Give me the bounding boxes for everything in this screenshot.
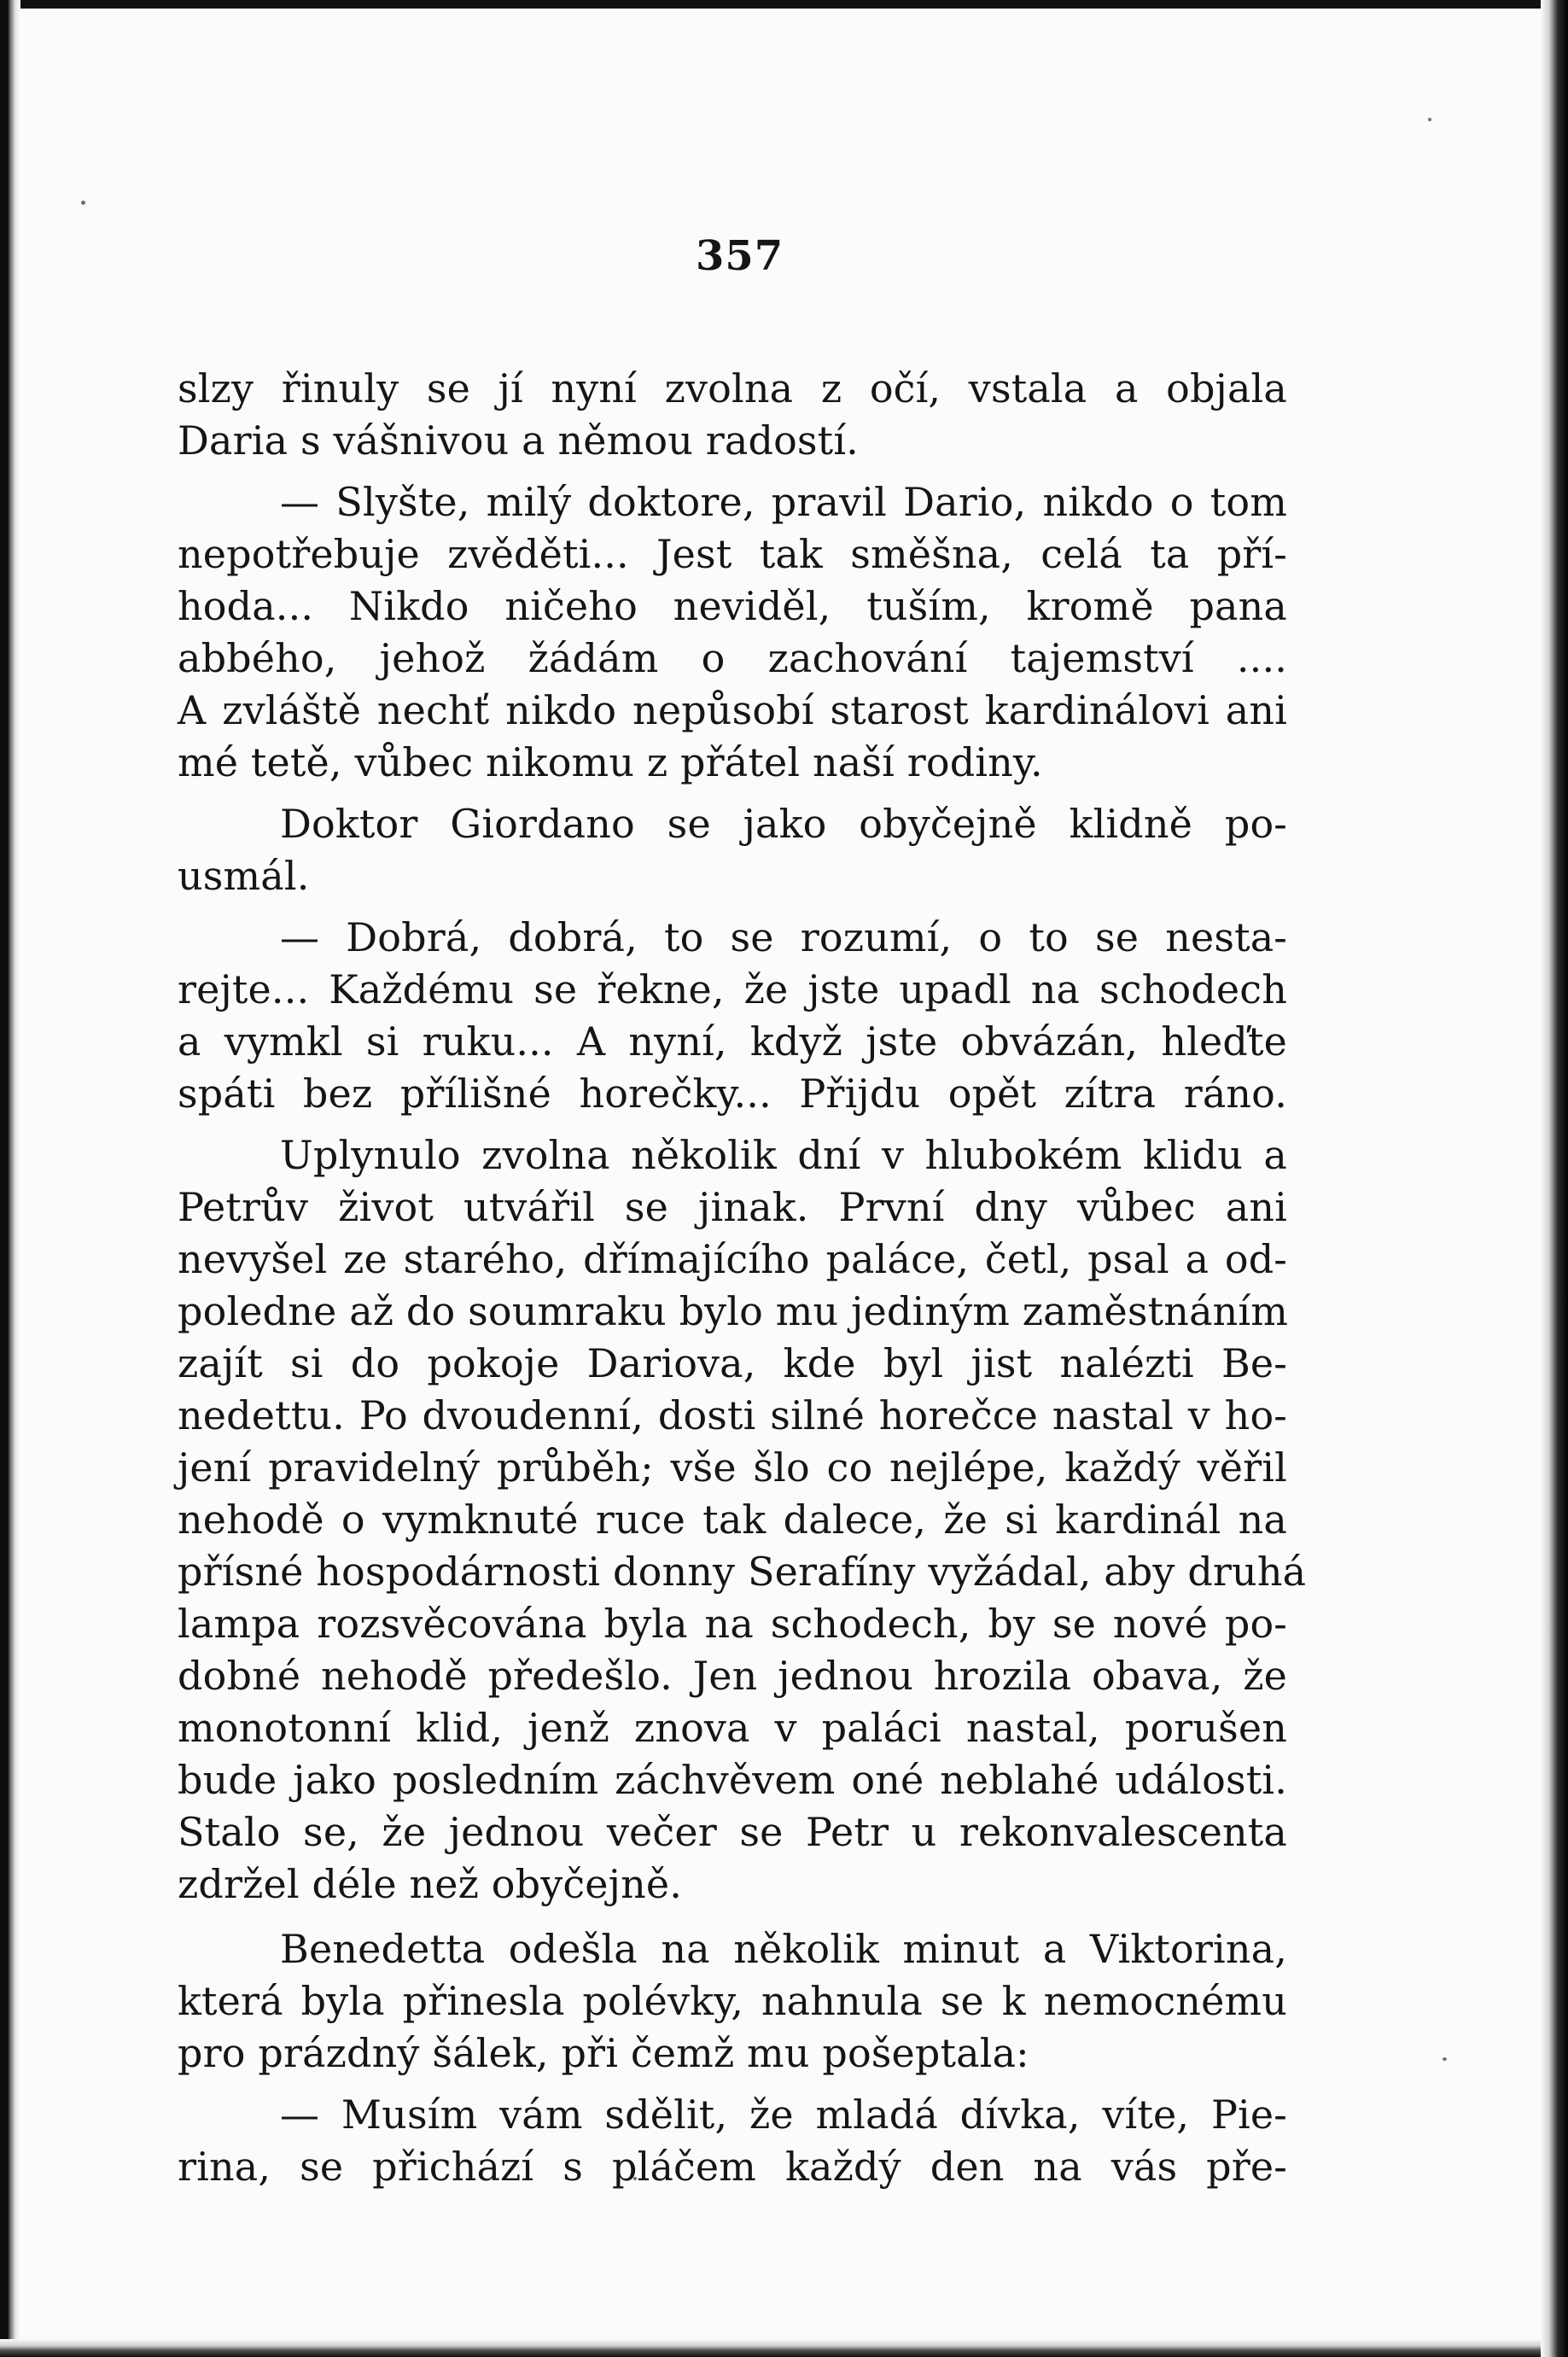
- text-line: dobné nehodě předešlo. Jen jednou hrozila obava, že: [178, 1653, 1287, 1699]
- book-text: [178, 363, 1307, 2326]
- text-line: zajít si do pokoje Dariova, kde byl jist nalézti Be-: [178, 1340, 1287, 1386]
- text-line: spáti bez přílišné horečky... Přijdu opět zítra ráno.: [178, 1071, 1287, 1117]
- paper-speck: [1428, 118, 1431, 121]
- text-line: Doktor Giordano se jako obyčejně klidně po-: [280, 801, 1287, 847]
- text-line: rejte... Každému se řekne, že jste upadl na schodech: [178, 966, 1287, 1012]
- text-line: lampa rozsvěcována byla na schodech, by se nové po-: [178, 1601, 1287, 1647]
- text-line: nevyšel ze starého, dřímajícího paláce, četl, psal a od-: [178, 1236, 1287, 1282]
- text-line: — Dobrá, dobrá, to se rozumí, o to se nesta-: [280, 914, 1287, 960]
- text-line: nehodě o vymknuté ruce tak dalece, že si kardinál na: [178, 1496, 1287, 1543]
- left-scan-border: [0, 0, 20, 2357]
- text-line: a vymkl si ruku... A nyní, když jste obvázán, hleďte: [178, 1018, 1287, 1065]
- text-line: hoda... Nikdo ničeho neviděl, tuším, kromě pana: [178, 583, 1287, 629]
- text-line: rina, se přichází s pláčem každý den na vás pře-: [178, 2144, 1287, 2190]
- text-line: poledne až do soumraku bylo mu jediným zaměstnáním: [178, 1288, 1289, 1334]
- text-line: zdržel déle než obyčejně.: [178, 1861, 682, 1907]
- text-line: A zvláště nechť nikdo nepůsobí starost kardinálovi ani: [178, 687, 1287, 733]
- text-line: která byla přinesla polévky, nahnula se k nemocnému: [178, 1978, 1287, 2024]
- text-line: jení pravidelný průběh; vše šlo co nejlépe, každý věřil: [178, 1444, 1287, 1491]
- text-line: nedettu. Po dvoudenní, dosti silné horečce nastal v ho-: [178, 1392, 1287, 1438]
- text-line: Daria s vášnivou a němou radostí.: [178, 417, 859, 464]
- text-line: přísné hospodárnosti donny Serafíny vyžádal, aby druhá: [178, 1549, 1307, 1595]
- text-line: abbého, jehož žádám o zachování tajemství ....: [178, 635, 1287, 681]
- text-line: monotonní klid, jenž znova v paláci nastal, porušen: [178, 1705, 1287, 1751]
- bottom-scan-border: [0, 2339, 1568, 2357]
- top-scan-border: [0, 0, 1568, 9]
- text-line: mé tetě, vůbec nikomu z přátel naší rodiny.: [178, 739, 1043, 785]
- text-line: usmál.: [178, 853, 310, 899]
- text-line: Stalo se, že jednou večer se Petr u rekonvalescenta: [178, 1809, 1287, 1855]
- text-line: Benedetta odešla na několik minut a Viktorina,: [280, 1926, 1287, 1972]
- paper-speck: [1443, 2057, 1447, 2061]
- text-line: bude jako posledním záchvěvem oné neblahé události.: [178, 1757, 1287, 1803]
- page-number: 357: [696, 232, 784, 280]
- text-line: — Musím vám sdělit, že mladá dívka, víte, Pie-: [280, 2092, 1287, 2138]
- text-line: slzy řinuly se jí nyní zvolna z očí, vstala a objala: [178, 365, 1287, 411]
- text-line: — Slyšte, milý doktore, pravil Dario, nikdo o tom: [280, 479, 1287, 525]
- text-line: Petrův život utvářil se jinak. První dny vůbec ani: [178, 1184, 1287, 1230]
- text-line: pro prázdný šálek, při čemž mu pošeptala:: [178, 2030, 1029, 2076]
- text-line: Uplynulo zvolna několik dní v hlubokém klidu a: [280, 1132, 1287, 1178]
- right-scan-border: [1541, 0, 1568, 2357]
- text-line: nepotřebuje zvěděti... Jest tak směšna, celá ta pří-: [178, 531, 1287, 577]
- paper-speck: [81, 201, 85, 205]
